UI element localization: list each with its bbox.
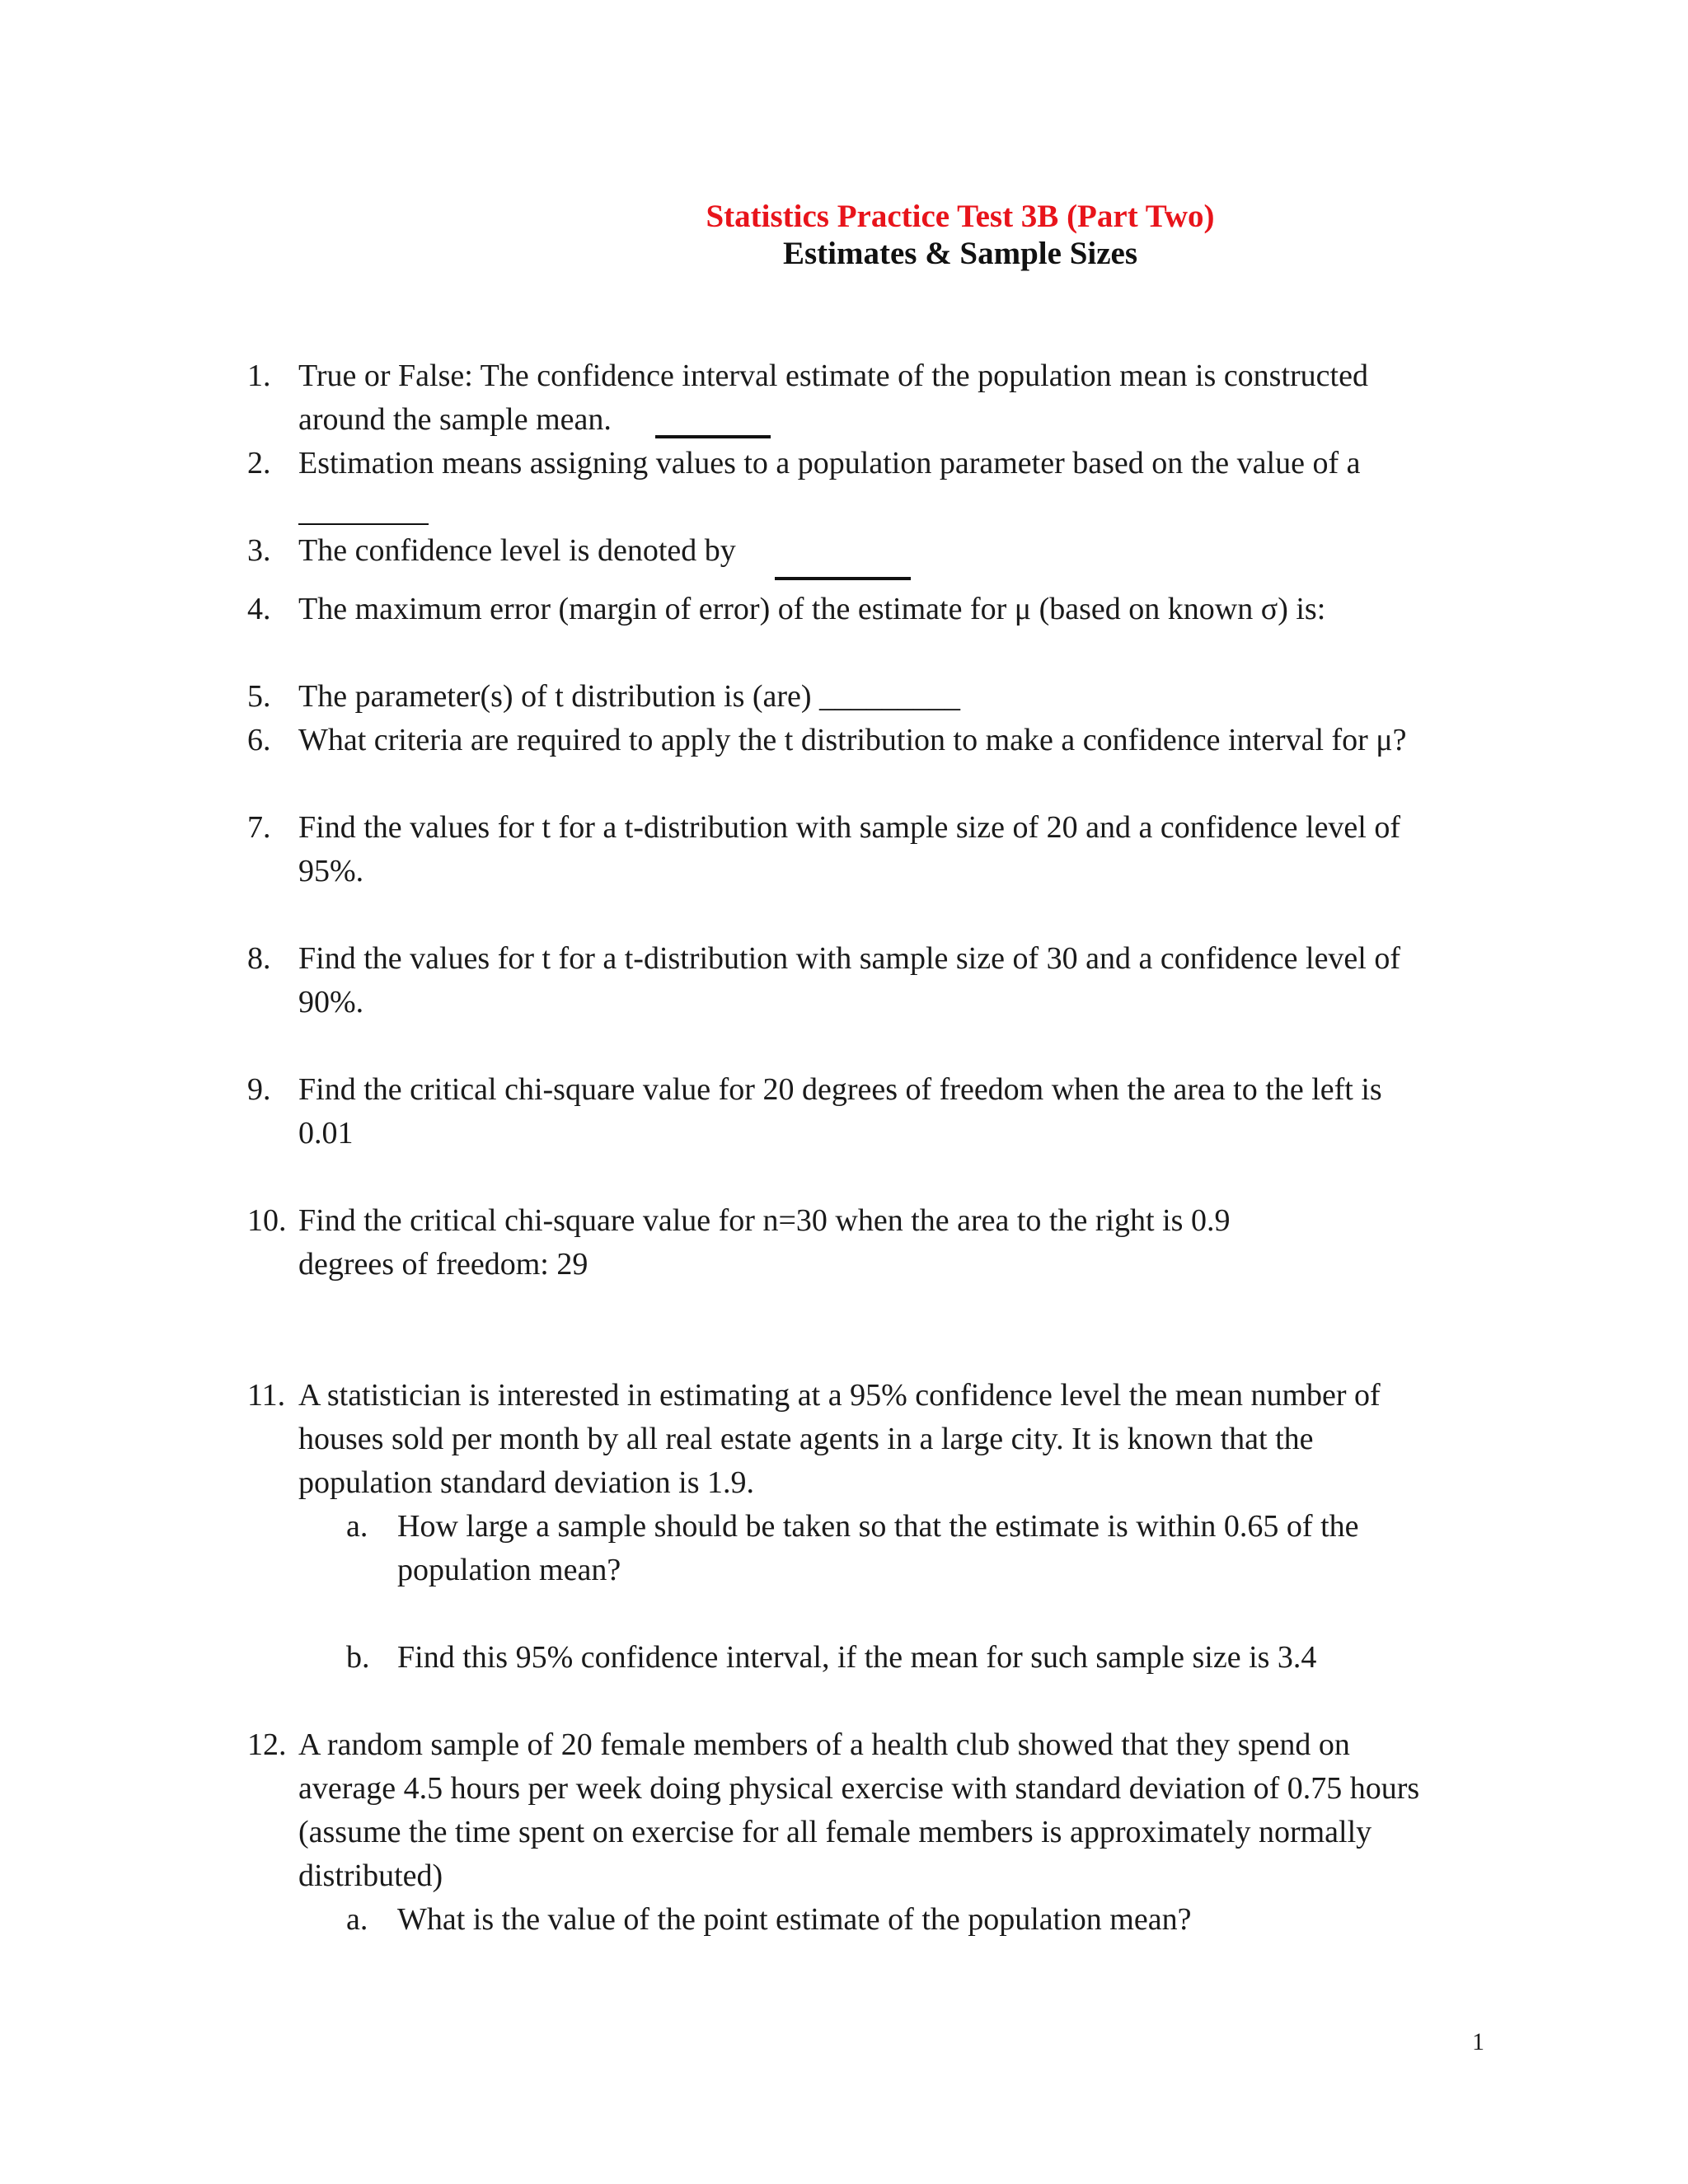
question-text: Find the values for t for a t-distribution with sample size of 20 and a confidence level of: [298, 810, 1401, 845]
part-text: Find this 95% confidence interval, if the mean for such sample size is 3.4: [397, 1640, 1317, 1675]
question-number: 7.: [247, 810, 271, 845]
question-number: 10.: [247, 1203, 287, 1238]
question-text: population standard deviation is 1.9.: [298, 1465, 755, 1500]
question-text: The confidence level is denoted by: [298, 533, 736, 568]
answer-blank: [775, 577, 911, 580]
page-title: Statistics Practice Test 3B (Part Two): [706, 199, 1215, 234]
page-number: 1: [1472, 2028, 1484, 2055]
question-number: 4.: [247, 592, 271, 626]
question-number: 8.: [247, 941, 271, 976]
part-letter: a.: [346, 1509, 368, 1544]
question-text: Estimation means assigning values to a population parameter based on the value of a: [298, 446, 1361, 480]
question-text: (assume the time spent on exercise for all female members is approximately normally: [298, 1815, 1372, 1849]
question-number: 2.: [247, 446, 271, 480]
question-text: 90%.: [298, 985, 364, 1019]
question-number: 1.: [247, 359, 271, 393]
question-text: around the sample mean.: [298, 402, 612, 437]
question-number: 11.: [247, 1378, 286, 1413]
part-letter: b.: [346, 1640, 370, 1675]
question-text: Find the values for t for a t-distribution with sample size of 30 and a confidence level of: [298, 941, 1401, 976]
question-number: 12.: [247, 1727, 287, 1762]
question-number: 9.: [247, 1072, 271, 1107]
question-text: average 4.5 hours per week doing physical exercise with standard deviation of 0.75 hours: [298, 1771, 1420, 1806]
question-text: houses sold per month by all real estate agents in a large city. It is known that the: [298, 1422, 1314, 1456]
question-text: The maximum error (margin of error) of the estimate for μ (based on known σ) is:: [298, 592, 1326, 626]
question-text: Find the critical chi-square value for 20 degrees of freedom when the area to the left is: [298, 1072, 1382, 1107]
question-text: The parameter(s) of t distribution is (are) _________: [298, 679, 961, 714]
question-text: A statistician is interested in estimating at a 95% confidence level the mean number of: [298, 1378, 1381, 1413]
question-text: 0.01: [298, 1116, 354, 1151]
question-text: degrees of freedom: 29: [298, 1247, 588, 1282]
question-number: 6.: [247, 723, 271, 757]
question-text: distributed): [298, 1858, 443, 1893]
question-text: A random sample of 20 female members of a health club showed that they spend on: [298, 1727, 1350, 1762]
question-text: Find the critical chi-square value for n=30 when the area to the right is 0.9: [298, 1203, 1231, 1238]
question-text: True or False: The confidence interval estimate of the population mean is constructed: [298, 359, 1368, 393]
question-number: 5.: [247, 679, 271, 714]
part-text: How large a sample should be taken so that the estimate is within 0.65 of the: [397, 1509, 1359, 1544]
page-subtitle: Estimates & Sample Sizes: [782, 236, 1138, 271]
question-number: 3.: [247, 533, 271, 568]
answer-blank: [298, 523, 429, 525]
part-text: What is the value of the point estimate of the population mean?: [397, 1902, 1192, 1937]
part-letter: a.: [346, 1902, 368, 1937]
question-text: What criteria are required to apply the t distribution to make a confidence interval for μ?: [298, 723, 1407, 757]
question-text: 95%.: [298, 854, 364, 888]
answer-blank: [655, 435, 771, 438]
part-text: population mean?: [397, 1553, 621, 1587]
